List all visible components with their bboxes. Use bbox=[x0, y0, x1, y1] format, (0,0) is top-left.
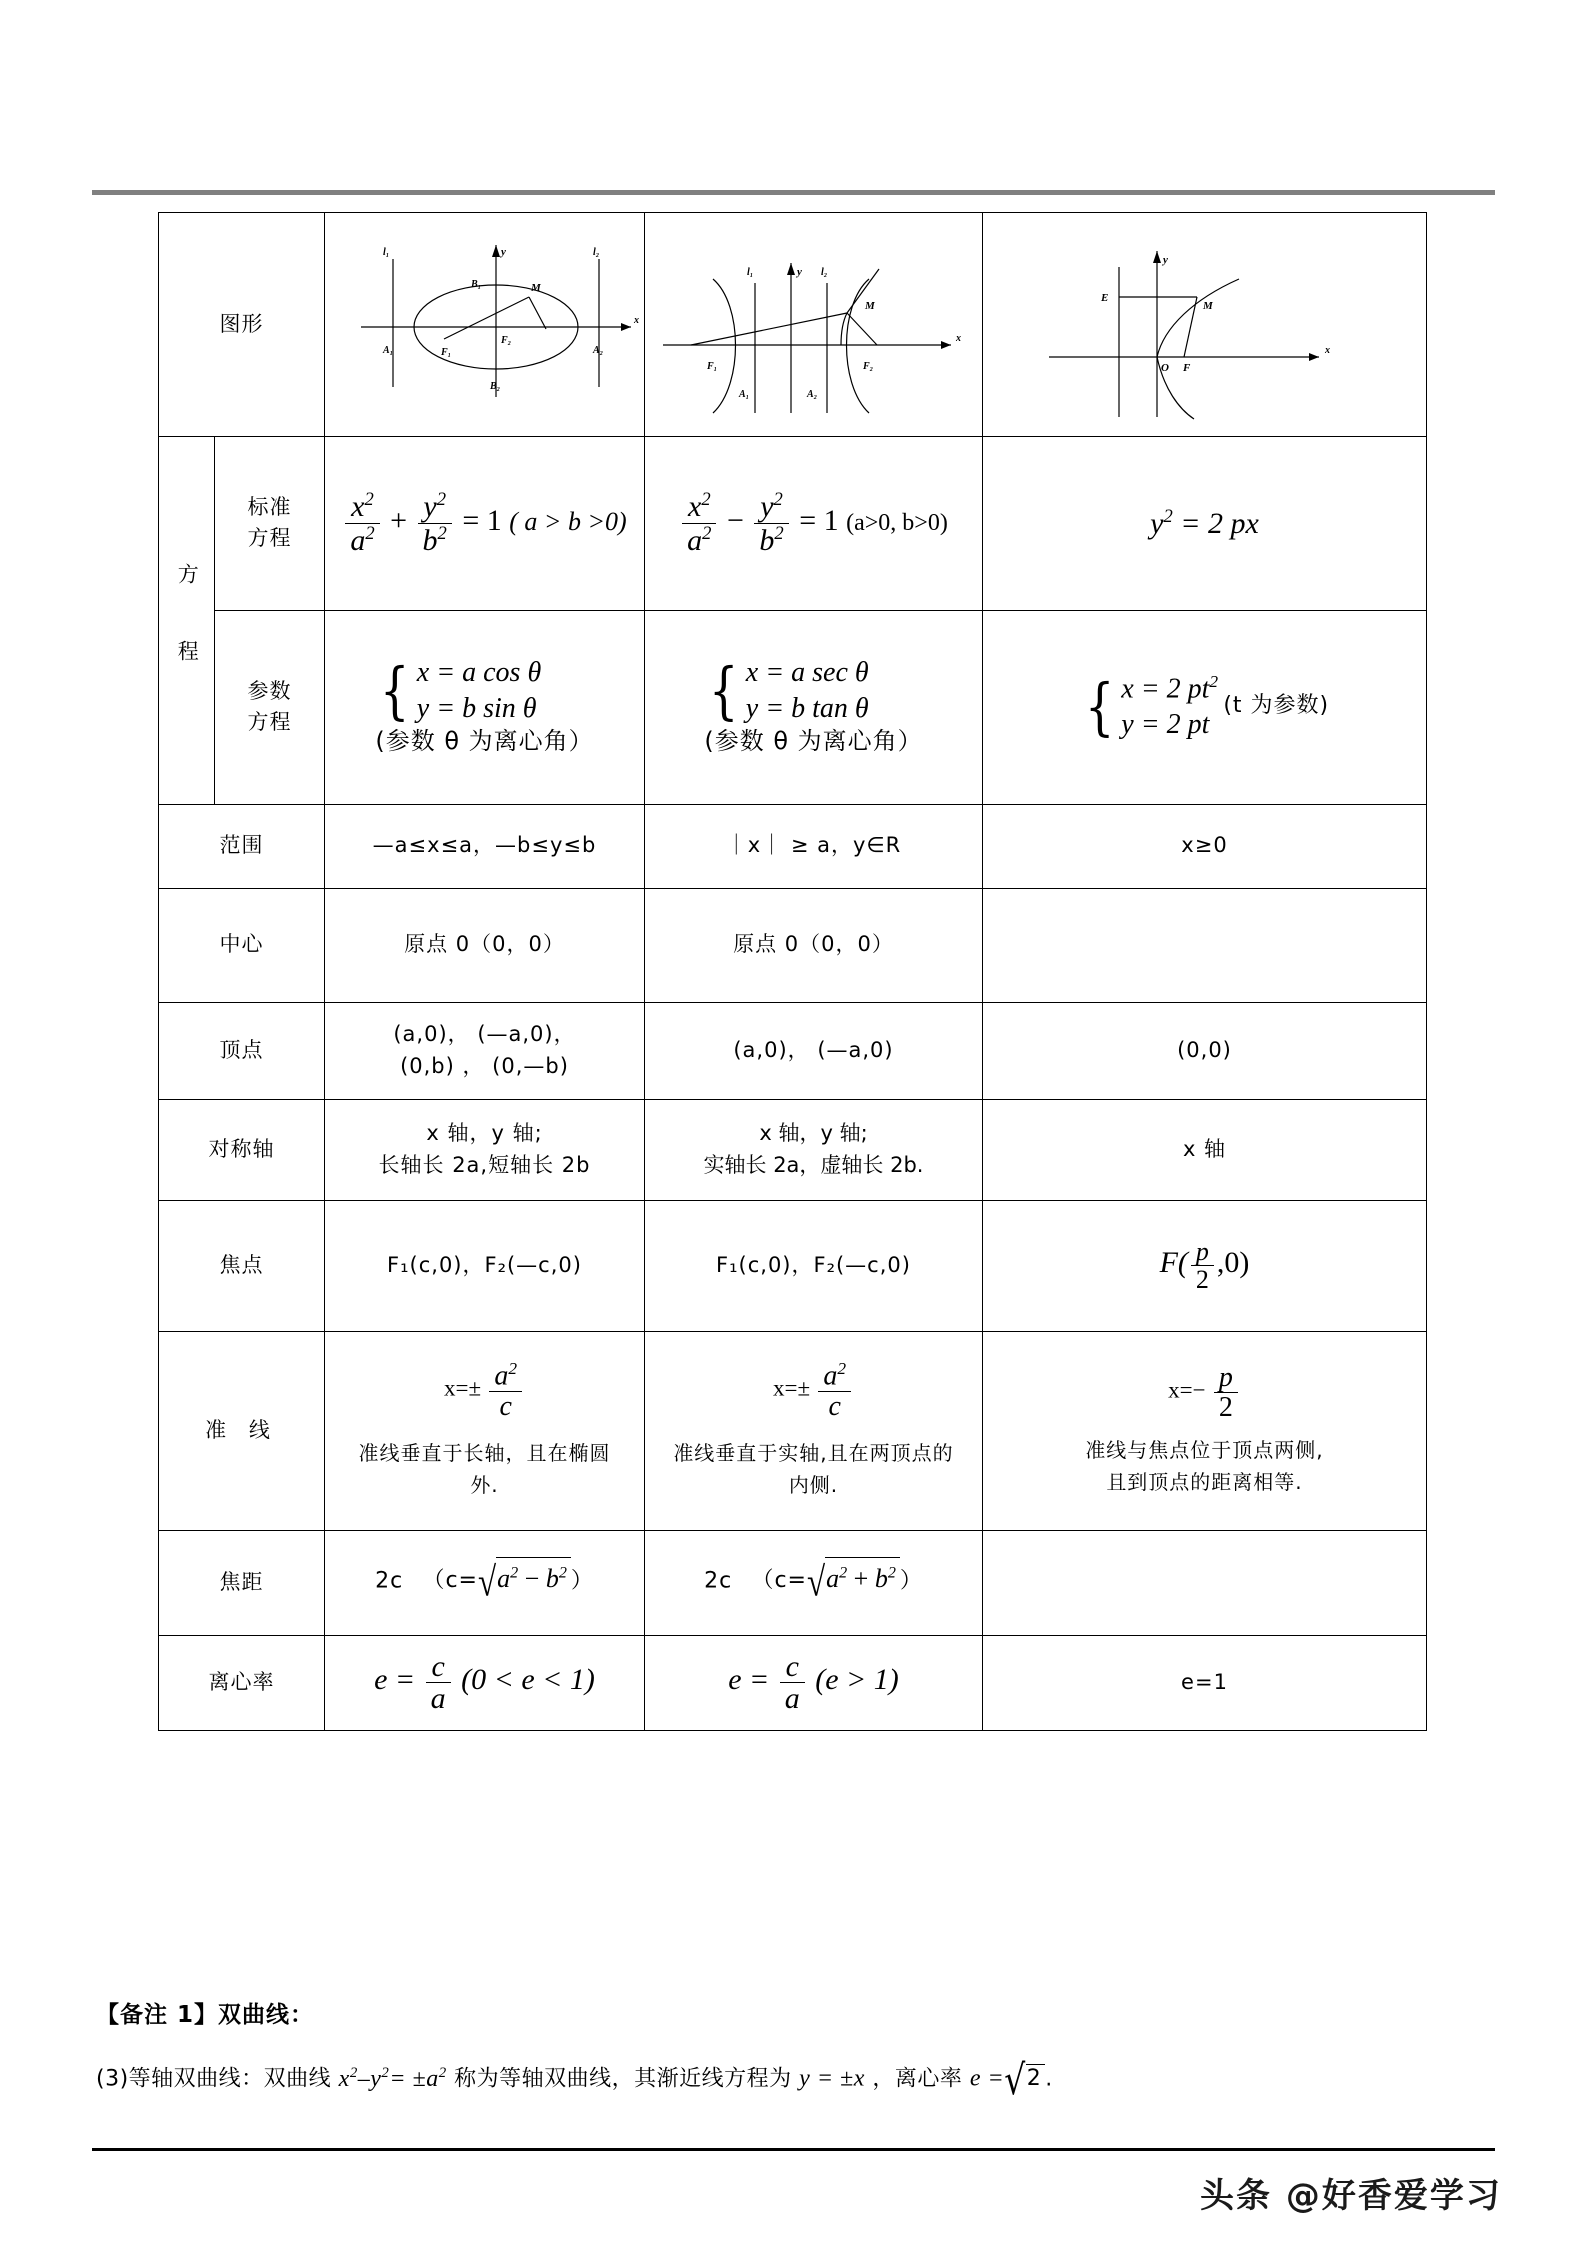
footer-rule bbox=[92, 2148, 1495, 2151]
cell-symmetry-ellipse: x 轴，y 轴; 长轴长 2a,短轴长 2b bbox=[325, 1099, 645, 1200]
table-row-focus bbox=[159, 1200, 1427, 1331]
hyperbola-l1-label: l₁ bbox=[747, 267, 754, 278]
row-label-range: 范围 bbox=[159, 804, 325, 888]
ellipse-F1-label: F₁ bbox=[441, 347, 452, 358]
figure-parabola bbox=[983, 213, 1427, 437]
cell-symmetry-hyperbola: x 轴，y 轴; 实轴长 2a，虚轴长 2b. bbox=[645, 1099, 983, 1200]
cell-parametric-ellipse: { x = a cos θ y = b sin θ (参数 θ 为离心角） bbox=[325, 610, 645, 804]
parabola-O-label: O bbox=[1161, 362, 1169, 374]
brace-icon: { bbox=[709, 653, 739, 727]
ellipse-axis-x-label: x bbox=[634, 315, 639, 326]
row-label-symmetry-axis: 对称轴 bbox=[159, 1099, 325, 1200]
hyperbola-axis-y-label: y bbox=[797, 266, 802, 278]
cell-standard-equation-ellipse: $\frac{x^2}{a^2}$ + $\frac{y^2}{b^2}$ = 1 ( a > b >0) bbox=[325, 436, 645, 610]
table-row-standard-equation bbox=[159, 436, 1427, 610]
figure-ellipse bbox=[325, 213, 645, 437]
cell-range-hyperbola: ｜x｜ ≥ a，y∈R bbox=[645, 804, 983, 888]
table-row-center bbox=[159, 888, 1427, 1002]
cell-vertex-hyperbola: (a,0)， (—a,0) bbox=[645, 1002, 983, 1099]
row-label-equation-group: 方 程 bbox=[159, 436, 215, 804]
ellipse-l2-label: l₂ bbox=[593, 247, 600, 258]
cell-parametric-hyperbola: { x = a sec θ y = b tan θ (参数 θ 为离心角） bbox=[645, 610, 983, 804]
cell-focal-distance-hyperbola: 2c （$c=√a^2 + b^2$ ） bbox=[645, 1530, 983, 1635]
table-row-range bbox=[159, 804, 1427, 888]
cell-directrix-hyperbola: x=± $\frac{a^2}{c}$ 准线垂直于实轴,且在两顶点的 内侧. bbox=[645, 1331, 983, 1530]
cell-focus-parabola: F( $\frac{p}{2}$ ,0) bbox=[983, 1200, 1427, 1331]
ellipse-B1-label: B₁ bbox=[471, 279, 482, 290]
ellipse-M-label: M bbox=[531, 282, 541, 294]
row-label-focus: 焦点 bbox=[159, 1200, 325, 1331]
cell-focal-distance-ellipse: 2c （$c=√a^2 - b^2$ ） bbox=[325, 1530, 645, 1635]
cell-directrix-ellipse: x=± $\frac{a^2}{c}$ 准线垂直于长轴，且在椭圆 外. bbox=[325, 1331, 645, 1530]
hyperbola-A2-label: A₂ bbox=[807, 389, 818, 400]
cell-vertex-ellipse: (a,0)， (—a,0)， (0,b) ， (0,—b) bbox=[325, 1002, 645, 1099]
cell-center-parabola bbox=[983, 888, 1427, 1002]
hyperbola-F1-label: F₁ bbox=[707, 361, 718, 372]
parabola-axis-x-label: x bbox=[1325, 345, 1330, 356]
hyperbola-l2-label: l₂ bbox=[821, 267, 828, 278]
row-label-standard-equation: 标准 方程 bbox=[215, 436, 325, 610]
cell-directrix-parabola: x=− $\frac{p}{2}$ 准线与焦点位于顶点两侧, 且到顶点的距离相等. bbox=[983, 1331, 1427, 1530]
parabola-E-label: E bbox=[1101, 292, 1109, 304]
note-title: 【备注 1】双曲线： bbox=[96, 2002, 315, 2028]
table-row-focal-distance bbox=[159, 1530, 1427, 1635]
hyperbola-diagram bbox=[651, 217, 989, 422]
cell-parametric-parabola: { x = 2 $pt^2$ y = 2 pt (t 为参数) bbox=[983, 610, 1427, 804]
table-row-parametric-equation bbox=[159, 610, 1427, 804]
row-label-vertex: 顶点 bbox=[159, 1002, 325, 1099]
ellipse-B2-label: B₂ bbox=[490, 381, 501, 392]
cell-center-ellipse: 原点 0（0，0） bbox=[325, 888, 645, 1002]
conic-sections-table bbox=[158, 212, 1427, 1731]
row-label-directrix: 准 线 bbox=[159, 1331, 325, 1530]
row-label-parametric-equation: 参数 方程 bbox=[215, 610, 325, 804]
table-row-directrix bbox=[159, 1331, 1427, 1530]
ellipse-axis-y-label: y bbox=[501, 246, 506, 258]
figure-hyperbola bbox=[645, 213, 983, 437]
brace-icon: { bbox=[380, 653, 410, 727]
sqrt-icon: √ bbox=[477, 1560, 497, 1606]
ellipse-diagram bbox=[331, 217, 651, 422]
hyperbola-M-label: M bbox=[865, 300, 875, 312]
cell-symmetry-parabola: x 轴 bbox=[983, 1099, 1427, 1200]
cell-focus-ellipse: F₁(c,0)，F₂(—c,0) bbox=[325, 1200, 645, 1331]
ellipse-A1-label: A₁ bbox=[383, 345, 394, 356]
sqrt-icon: √ bbox=[806, 1560, 826, 1606]
ellipse-l1-label: l₁ bbox=[383, 247, 390, 258]
row-label-focal-distance: 焦距 bbox=[159, 1530, 325, 1635]
cell-eccentricity-ellipse: e = $\frac{c}{a}$ (0 < e < 1) bbox=[325, 1635, 645, 1730]
row-label-center: 中心 bbox=[159, 888, 325, 1002]
cell-eccentricity-parabola: e=1 bbox=[983, 1635, 1427, 1730]
table-row-figure bbox=[159, 213, 1427, 437]
ellipse-F2-label: F₂ bbox=[501, 335, 512, 346]
parabola-diagram bbox=[989, 217, 1433, 422]
parabola-F-label: F bbox=[1183, 362, 1191, 374]
table-row-eccentricity bbox=[159, 1635, 1427, 1730]
cell-eccentricity-hyperbola: e = $\frac{c}{a}$ (e > 1) bbox=[645, 1635, 983, 1730]
cell-standard-equation-parabola: $y^2 = 2$ px bbox=[983, 436, 1427, 610]
cell-range-ellipse: —a≤x≤a，—b≤y≤b bbox=[325, 804, 645, 888]
row-label-figure: 图形 bbox=[159, 213, 325, 437]
cell-range-parabola: x≥0 bbox=[983, 804, 1427, 888]
parabola-M-label: M bbox=[1203, 300, 1213, 312]
header-rule bbox=[92, 190, 1495, 195]
cell-focal-distance-parabola bbox=[983, 1530, 1427, 1635]
note-body: (3)等轴双曲线：双曲线 $x^2-y^2= \pm a^2$ 称为等轴双曲线，其渐近线方程为 y = ±x ，离心率 e =√2 . bbox=[96, 2055, 1053, 2104]
hyperbola-A1-label: A₁ bbox=[739, 389, 750, 400]
ellipse-A2-label: A₂ bbox=[593, 345, 604, 356]
row-label-eccentricity: 离心率 bbox=[159, 1635, 325, 1730]
hyperbola-axis-x-label: x bbox=[956, 333, 961, 344]
cell-center-hyperbola: 原点 0（0，0） bbox=[645, 888, 983, 1002]
table-row-symmetry-axis bbox=[159, 1099, 1427, 1200]
table-row-vertex bbox=[159, 1002, 1427, 1099]
cell-vertex-parabola: (0,0) bbox=[983, 1002, 1427, 1099]
sqrt-icon: √ bbox=[1004, 2055, 1026, 2104]
parabola-axis-y-label: y bbox=[1163, 254, 1168, 266]
cell-standard-equation-hyperbola: $\frac{x^2}{a^2}$ − $\frac{y^2}{b^2}$ = 1 (a>0, b>0) bbox=[645, 436, 983, 610]
cell-focus-hyperbola: F₁(c,0)，F₂(—c,0) bbox=[645, 1200, 983, 1331]
watermark-label: 头条 @好香爱学习 bbox=[1200, 2176, 1502, 2216]
hyperbola-F2-label: F₂ bbox=[863, 361, 874, 372]
brace-icon: { bbox=[1084, 669, 1115, 743]
